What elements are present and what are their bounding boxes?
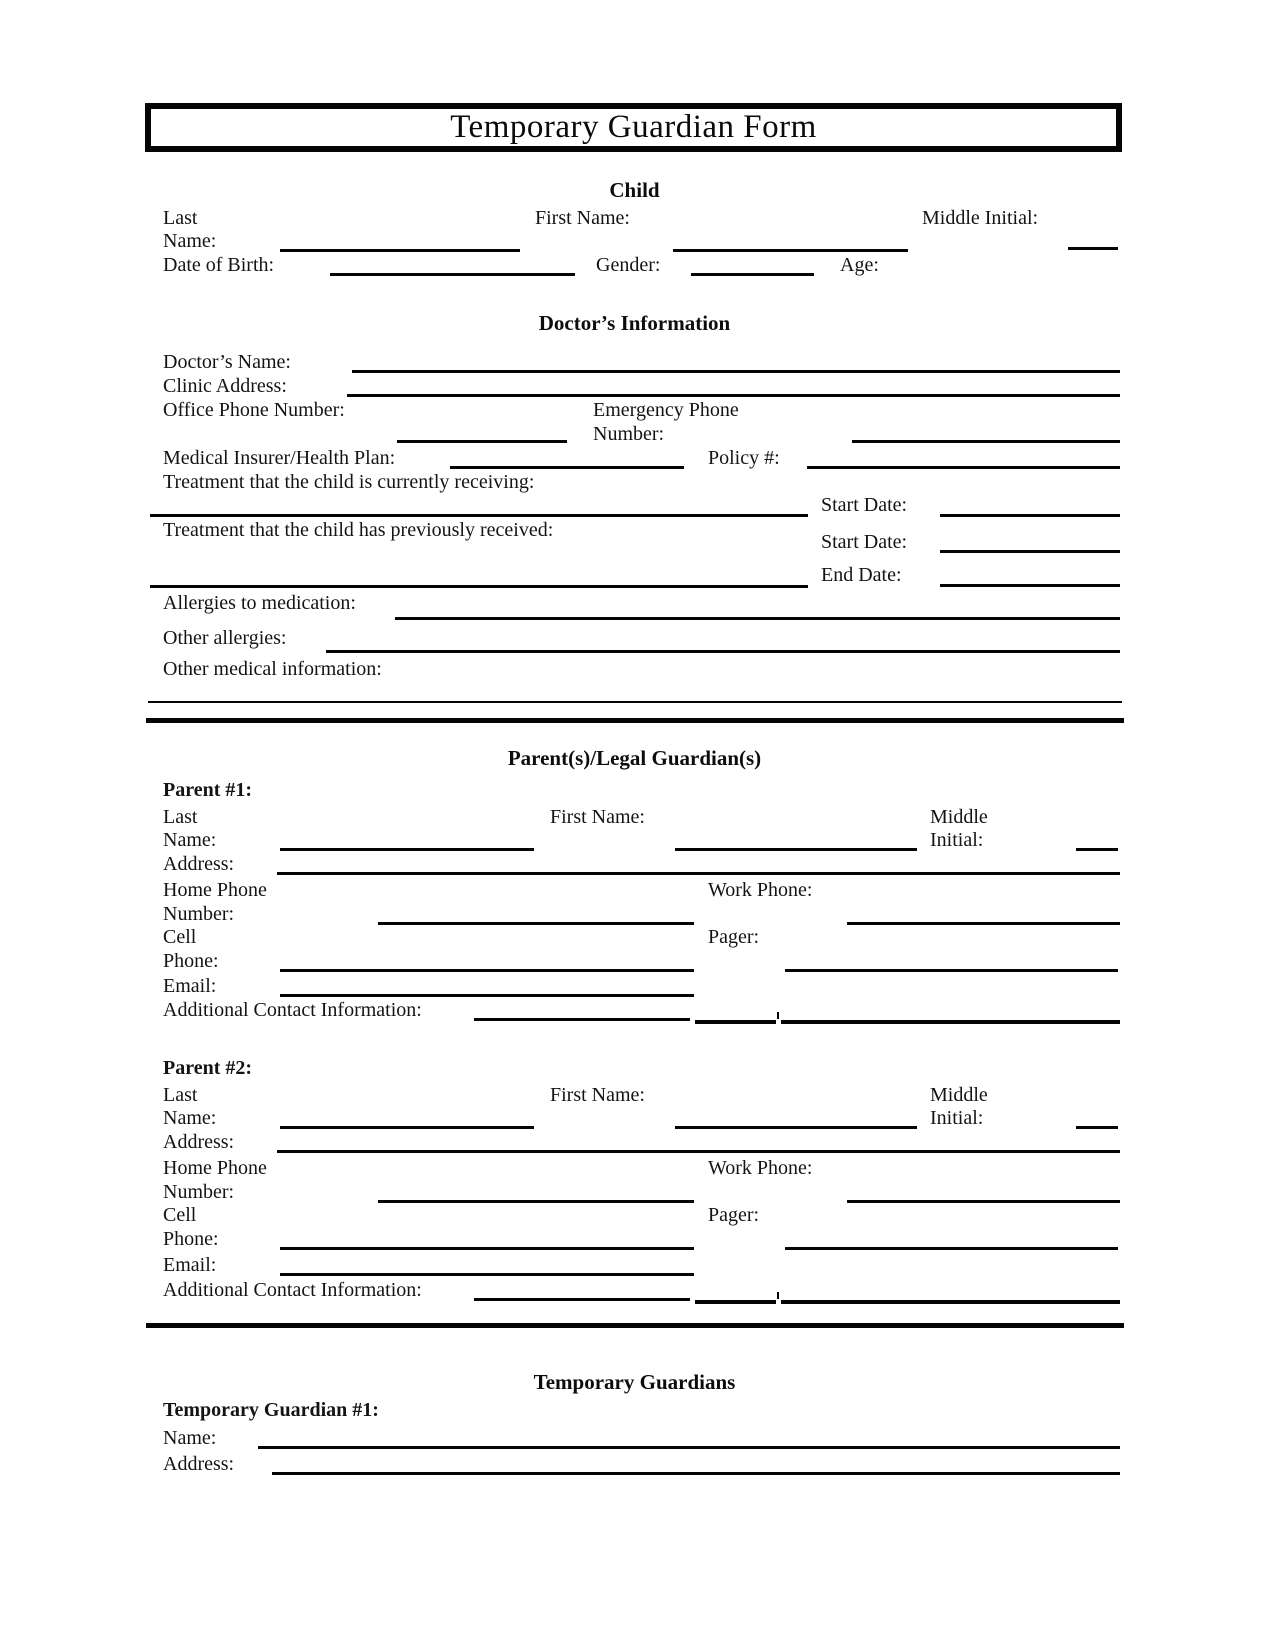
other-allergies-label: Other allergies:: [163, 627, 287, 649]
form-title: Temporary Guardian Form: [450, 109, 817, 145]
parent2-address-line[interactable]: [277, 1150, 1120, 1153]
parent2-address-label: Address:: [163, 1131, 235, 1153]
emergency-phone-line[interactable]: [852, 440, 1120, 443]
parent1-cell-phone-label-line1: Cell: [163, 926, 197, 948]
treatment-current-start-date-label: Start Date:: [821, 494, 908, 516]
parent1-cell-phone-line[interactable]: [280, 969, 694, 972]
emergency-phone-label-line1: Emergency Phone: [593, 399, 739, 421]
form-title-box: [145, 103, 1122, 152]
child-age-label: Age:: [840, 254, 879, 276]
guardians-section-heading: Temporary Guardians: [533, 1370, 736, 1394]
insurer-line[interactable]: [450, 466, 684, 469]
parent1-first-name-line[interactable]: [675, 848, 917, 851]
parent2-first-name-label: First Name:: [550, 1084, 645, 1106]
doctor-name-label: Doctor’s Name:: [163, 351, 291, 373]
parent2-email-line[interactable]: [280, 1273, 694, 1276]
parents-section-heading: Parent(s)/Legal Guardian(s): [507, 746, 762, 770]
parent1-pager-label: Pager:: [708, 926, 760, 948]
parent2-home-phone-label-line1: Home Phone: [163, 1157, 267, 1179]
child-last-name-line[interactable]: [280, 249, 520, 252]
other-medical-line[interactable]: [148, 701, 1122, 703]
parent2-last-name-line[interactable]: [280, 1126, 534, 1129]
parent1-last-name-label-line1: Last: [163, 806, 198, 828]
parent2-home-phone-line[interactable]: [378, 1200, 694, 1203]
parent1-last-name-label-line2: Name:: [163, 829, 217, 851]
child-section-heading: Child: [609, 178, 660, 202]
parent1-last-name-line[interactable]: [280, 848, 534, 851]
section-divider-parents-bottom: [146, 1323, 1124, 1328]
treatment-current-start-date-line[interactable]: [940, 514, 1120, 517]
parent1-pager-line[interactable]: [785, 969, 1118, 972]
treatment-previous-end-date-label: End Date:: [821, 564, 902, 586]
parent2-pager-label: Pager:: [708, 1204, 760, 1226]
parent2-first-name-line[interactable]: [675, 1126, 917, 1129]
parent2-additional-contact-line-right-a[interactable]: [695, 1300, 776, 1304]
parent1-additional-contact-label: Additional Contact Information:: [163, 999, 422, 1021]
guardian1-title: Temporary Guardian #1:: [163, 1399, 379, 1421]
child-first-name-line[interactable]: [673, 249, 908, 252]
guardian1-name-label: Name:: [163, 1427, 217, 1449]
parent1-address-line[interactable]: [277, 872, 1120, 875]
parent1-work-phone-line[interactable]: [847, 922, 1120, 925]
child-last-name-label-line1: Last: [163, 207, 198, 229]
doctor-section-heading: Doctor’s Information: [538, 311, 731, 335]
treatment-current-label: Treatment that the child is currently receiving:: [163, 471, 535, 493]
parent2-middle-initial-label-line1: Middle: [930, 1084, 988, 1106]
parent1-email-label: Email:: [163, 975, 217, 997]
treatment-previous-end-date-line[interactable]: [940, 584, 1120, 587]
child-gender-label: Gender:: [596, 254, 661, 276]
parent2-cell-phone-label-line2: Phone:: [163, 1228, 219, 1250]
parent2-last-name-label-line1: Last: [163, 1084, 198, 1106]
other-allergies-line[interactable]: [326, 650, 1120, 653]
parent1-additional-contact-line-right-a[interactable]: [695, 1020, 776, 1024]
parent2-additional-contact-label: Additional Contact Information:: [163, 1279, 422, 1301]
parent1-title: Parent #1:: [163, 779, 253, 801]
parent2-email-label: Email:: [163, 1254, 217, 1276]
child-middle-initial-label: Middle Initial:: [922, 207, 1039, 229]
parent1-home-phone-label-line1: Home Phone: [163, 879, 267, 901]
guardian1-address-label: Address:: [163, 1453, 235, 1475]
parent2-middle-initial-line[interactable]: [1076, 1126, 1118, 1129]
treatment-previous-start-date-label: Start Date:: [821, 531, 908, 553]
parent2-middle-initial-label-line2: Initial:: [930, 1107, 984, 1129]
allergies-medication-label: Allergies to medication:: [163, 592, 356, 614]
guardian1-name-line[interactable]: [258, 1446, 1120, 1449]
parent2-pager-line[interactable]: [785, 1247, 1118, 1250]
treatment-previous-start-date-line[interactable]: [940, 550, 1120, 553]
emergency-phone-label-line2: Number:: [593, 423, 665, 445]
treatment-previous-label: Treatment that the child has previously received:: [163, 519, 554, 541]
parent2-work-phone-label: Work Phone:: [708, 1157, 813, 1179]
child-first-name-label: First Name:: [535, 207, 630, 229]
other-medical-label: Other medical information:: [163, 658, 382, 680]
parent1-additional-contact-line[interactable]: [474, 1018, 690, 1021]
parent1-middle-initial-line[interactable]: [1076, 848, 1118, 851]
parent1-home-phone-line[interactable]: [378, 922, 694, 925]
office-phone-line[interactable]: [397, 440, 567, 443]
parent1-work-phone-label: Work Phone:: [708, 879, 813, 901]
parent1-cell-phone-label-line2: Phone:: [163, 950, 219, 972]
guardian1-address-line[interactable]: [272, 1472, 1120, 1475]
parent1-middle-initial-label-line1: Middle: [930, 806, 988, 828]
clinic-address-label: Clinic Address:: [163, 375, 287, 397]
parent2-last-name-label-line2: Name:: [163, 1107, 217, 1129]
parent1-additional-contact-line-right-b[interactable]: [781, 1020, 1120, 1024]
child-dob-line[interactable]: [330, 273, 575, 276]
office-phone-label: Office Phone Number:: [163, 399, 345, 421]
insurer-label: Medical Insurer/Health Plan:: [163, 447, 396, 469]
child-gender-line[interactable]: [691, 273, 814, 276]
parent2-additional-contact-line[interactable]: [474, 1298, 690, 1301]
parent1-address-label: Address:: [163, 853, 235, 875]
clinic-address-line[interactable]: [347, 394, 1120, 397]
parent2-cell-phone-line[interactable]: [280, 1247, 694, 1250]
child-last-name-label-line2: Name:: [163, 230, 217, 252]
parent1-email-line[interactable]: [280, 994, 694, 997]
policy-number-line[interactable]: [807, 466, 1120, 469]
parent2-title: Parent #2:: [163, 1057, 253, 1079]
parent1-first-name-label: First Name:: [550, 806, 645, 828]
child-dob-label: Date of Birth:: [163, 254, 275, 276]
policy-number-label: Policy #:: [708, 447, 780, 469]
allergies-medication-line[interactable]: [395, 617, 1120, 620]
parent2-additional-contact-line-right-b[interactable]: [781, 1300, 1120, 1304]
parent1-home-phone-label-line2: Number:: [163, 903, 235, 925]
section-divider-doctor-bottom: [146, 718, 1124, 723]
parent2-line-tick-mark: [777, 1292, 779, 1299]
doctor-name-line[interactable]: [352, 370, 1120, 373]
parent1-middle-initial-label-line2: Initial:: [930, 829, 984, 851]
parent2-cell-phone-label-line1: Cell: [163, 1204, 197, 1226]
child-middle-initial-line[interactable]: [1068, 247, 1118, 250]
parent2-work-phone-line[interactable]: [847, 1200, 1120, 1203]
parent1-line-tick-mark: [777, 1012, 779, 1019]
treatment-previous-line[interactable]: [150, 585, 808, 588]
parent2-home-phone-label-line2: Number:: [163, 1181, 235, 1203]
treatment-current-line[interactable]: [150, 514, 808, 517]
